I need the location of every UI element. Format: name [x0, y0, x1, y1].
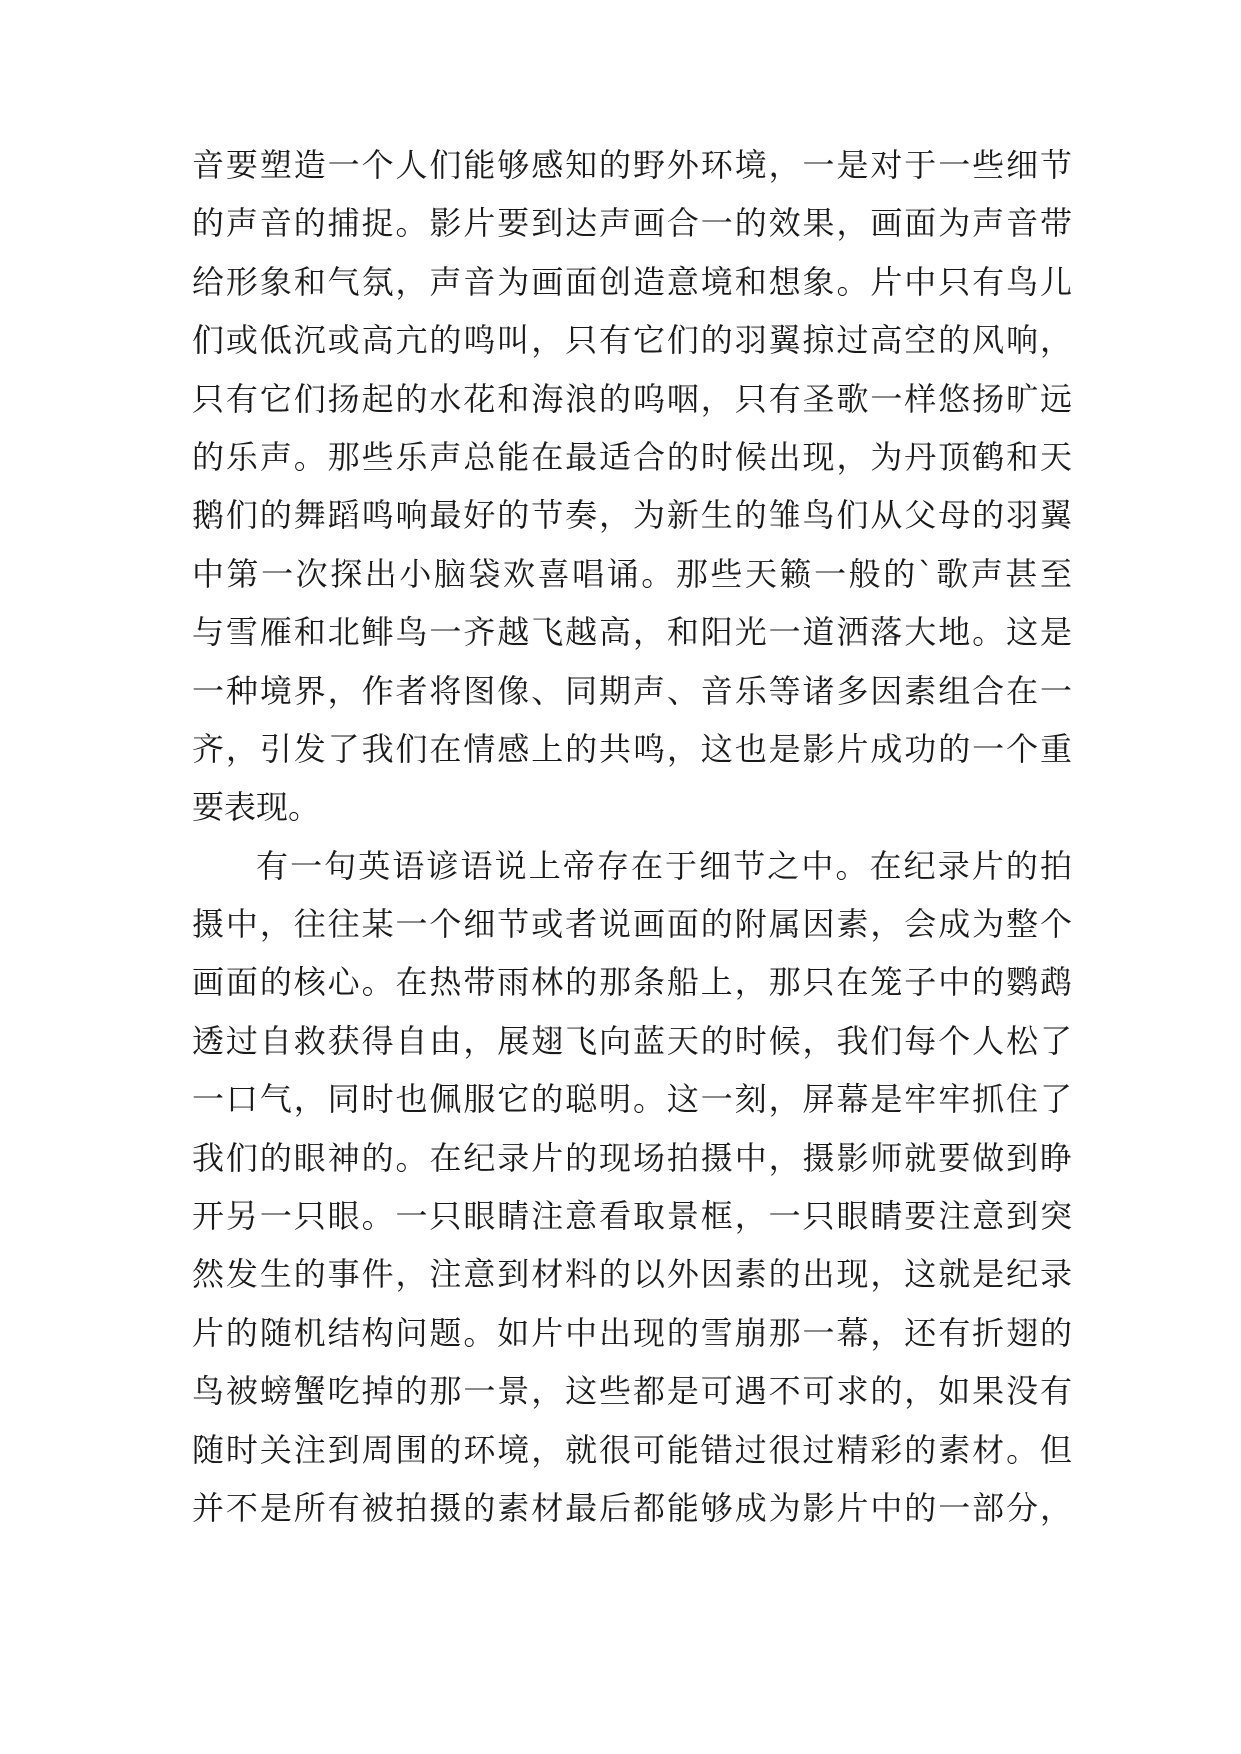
text-line: 鸟被螃蟹吃掉的那一景，这些都是可遇不可求的，如果没有	[192, 1372, 1072, 1411]
text-line: 摄中，往往某一个细节或者说画面的附属因素，会成为整个	[192, 905, 1072, 944]
text-line: 给形象和气氛，声音为画面创造意境和想象。片中只有鸟儿	[192, 262, 1072, 301]
text-line: 们或低沉或高亢的鸣叫，只有它们的羽翼掠过高空的风响，	[192, 321, 1072, 360]
text-line: 画面的核心。在热带雨林的那条船上，那只在笼子中的鹦鹉	[192, 963, 1072, 1002]
text-line: 一种境界，作者将图像、同期声、音乐等诸多因素组合在一	[192, 671, 1072, 710]
text-line: 有一句英语谚语说上帝存在于细节之中。在纪录片的拍	[256, 846, 1072, 885]
text-line: 透过自救获得自由，展翅飞向蓝天的时候，我们每个人松了	[192, 1021, 1072, 1060]
text-line: 要表现。	[192, 788, 321, 827]
text-line: 随时关注到周围的环境，就很可能错过很过精彩的素材。但	[192, 1430, 1072, 1469]
text-line: 鹅们的舞蹈鸣响最好的节奏，为新生的雏鸟们从父母的羽翼	[192, 496, 1072, 535]
body-text	[192, 136, 1072, 1537]
text-line: 开另一只眼。一只眼睛注意看取景框，一只眼睛要注意到突	[192, 1197, 1072, 1236]
text-line: 音要塑造一个人们能够感知的野外环境，一是对于一些细节	[192, 146, 1072, 184]
text-line: 然发生的事件，注意到材料的以外因素的出现，这就是纪录	[192, 1255, 1072, 1294]
text-line: 的乐声。那些乐声总能在最适合的时候出现，为丹顶鹤和天	[192, 437, 1072, 476]
text-line: 一口气，同时也佩服它的聪明。这一刻，屏幕是牢牢抓住了	[192, 1080, 1072, 1119]
paragraph-2	[192, 837, 1072, 1538]
text-line: 与雪雁和北鲱鸟一齐越飞越高，和阳光一道洒落大地。这是	[192, 613, 1072, 652]
text-line: 齐，引发了我们在情感上的共鸣，这也是影片成功的一个重	[192, 729, 1072, 768]
paragraph-1	[192, 136, 1072, 837]
text-line: 片的随机结构问题。如片中出现的雪崩那一幕，还有折翅的	[192, 1313, 1072, 1352]
text-line: 中第一次探出小脑袋欢喜唱诵。那些天籁一般的`歌声甚至	[192, 554, 1072, 593]
text-line: 的声音的捕捉。影片要到达声画合一的效果，画面为声音带	[192, 204, 1072, 243]
text-line: 并不是所有被拍摄的素材最后都能够成为影片中的一部分，	[192, 1488, 1072, 1527]
text-line: 只有它们扬起的水花和海浪的呜咽，只有圣歌一样悠扬旷远	[192, 379, 1072, 418]
text-line: 我们的眼神的。在纪录片的现场拍摄中，摄影师就要做到睁	[192, 1138, 1072, 1177]
